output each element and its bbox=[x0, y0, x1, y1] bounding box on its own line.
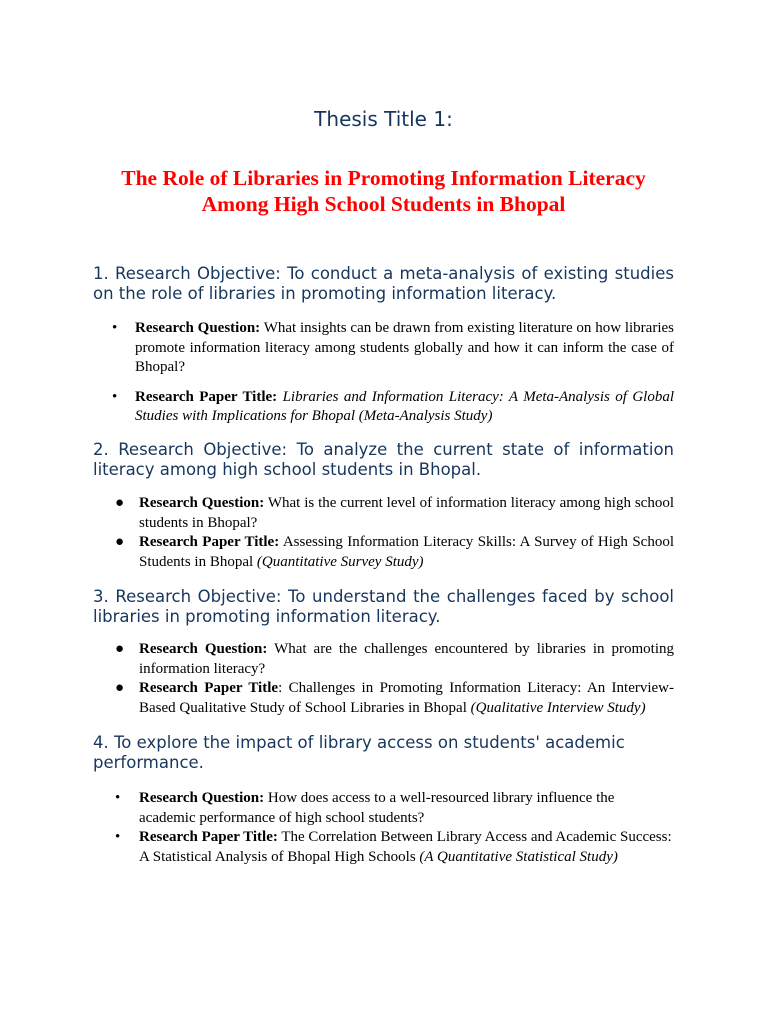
question-text: How does access to a well-resourced library influence the academic performance of high school students? bbox=[139, 790, 615, 826]
paper-title: : Challenges in Promoting Information Literacy: An Interview-Based Qualitative Study of School Libraries in Bhopal bbox=[139, 680, 675, 716]
bullet-icon: ● bbox=[115, 495, 125, 511]
thesis-title bbox=[93, 165, 674, 217]
question-text: What are the challenges encountered by libraries in promoting information literacy? bbox=[139, 641, 674, 677]
research-objective-4: 4. To explore the impact of library access on students' academic performance. bbox=[93, 733, 625, 772]
paper-label: Research Paper Title bbox=[139, 680, 279, 696]
bullet-icon: • bbox=[115, 829, 121, 845]
bullet-icon: • bbox=[112, 388, 118, 405]
question-label: Research Question: bbox=[139, 495, 265, 511]
bullet-icon: ● bbox=[115, 680, 125, 696]
thesis-heading: Thesis Title 1: bbox=[314, 107, 453, 131]
bullet-icon: • bbox=[115, 790, 121, 806]
research-objective-3: 3. Research Objective: To understand the challenges faced by school libraries in promoting information literacy. bbox=[93, 587, 674, 626]
bullet-icon: • bbox=[112, 320, 118, 336]
question-label: Research Question: bbox=[135, 320, 261, 336]
list-item bbox=[93, 789, 674, 828]
bullet-icon: ● bbox=[115, 534, 125, 550]
section-4-list bbox=[93, 789, 674, 867]
paper-title: Assessing Information Literacy Skills: A Survey of High School Students in Bhopal bbox=[139, 534, 674, 570]
study-type: (Quantitative Survey Study) bbox=[256, 553, 424, 570]
section-3-list bbox=[93, 640, 674, 718]
section-1-list bbox=[93, 319, 674, 427]
list-item bbox=[93, 828, 674, 867]
paper-label: Research Paper Title: bbox=[135, 388, 278, 405]
paper-title: The Correlation Between Library Access and Academic Success: A Statistical Analysis of Bhopal High Schools bbox=[139, 829, 672, 865]
list-item bbox=[93, 533, 674, 572]
thesis-title-line-2: Among High School Students in Bhopal bbox=[201, 192, 566, 216]
paper-label: Research Paper Title: bbox=[139, 829, 278, 845]
paper-title: Libraries and Information Literacy: A Meta-Analysis of Global Studies with Implications for Bhopal (Meta-Analysis Study) bbox=[135, 388, 674, 424]
study-type: (A Quantitative Statistical Study) bbox=[419, 848, 618, 865]
list-item bbox=[93, 640, 674, 679]
list-item bbox=[93, 388, 674, 427]
research-objective-1: 1. Research Objective: To conduct a meta-analysis of existing studies on the role of libraries in promoting information literacy. bbox=[93, 264, 674, 303]
list-item bbox=[93, 679, 674, 718]
question-text: What is the current level of information literacy among high school students in Bhopal? bbox=[139, 495, 674, 531]
bullet-icon: ● bbox=[115, 641, 125, 657]
list-item bbox=[93, 319, 674, 378]
section-2-list bbox=[93, 494, 674, 572]
research-objective-2: 2. Research Objective: To analyze the current state of information literacy among high school students in Bhopal. bbox=[93, 440, 674, 479]
paper-label: Research Paper Title: bbox=[139, 534, 280, 550]
question-label: Research Question: bbox=[139, 790, 265, 806]
question-text: What insights can be drawn from existing literature on how libraries promote information literacy among students globally and how it can inform the case of Bhopal? bbox=[135, 320, 674, 375]
study-type: (Qualitative Interview Study) bbox=[470, 699, 646, 716]
question-label: Research Question: bbox=[139, 641, 268, 657]
list-item bbox=[93, 494, 674, 533]
thesis-title-line-1: The Role of Libraries in Promoting Information Literacy bbox=[121, 166, 646, 190]
